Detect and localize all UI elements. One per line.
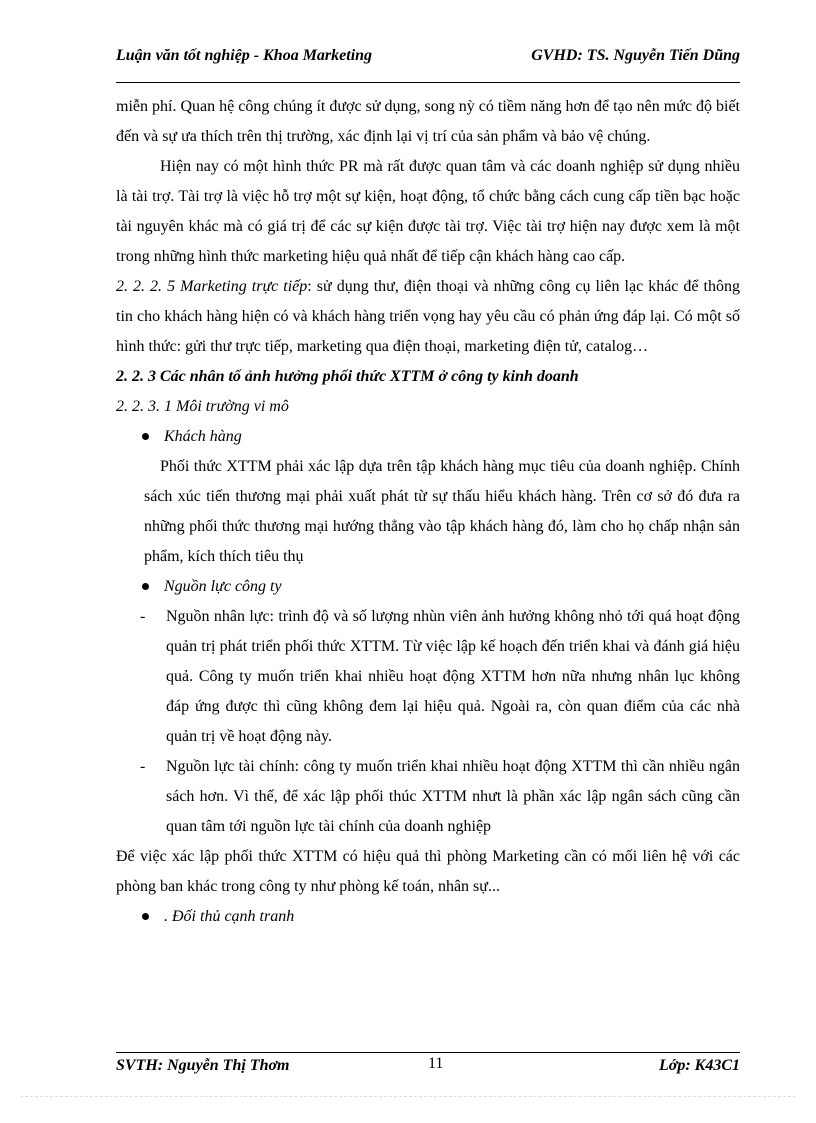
bullet-dot-icon bbox=[142, 583, 149, 590]
direct-marketing-text: : sử dụng thư, điện thoại và những công cụ liên lạc khác để thông tin cho khách hàng hiện có và khách hàng triển vọng hay yêu cầu có phản ứng đáp lại. Có một số hình thức: gửi thư trực tiếp, marketing qua điện thoại, marketing điện tử, catalog… bbox=[116, 278, 741, 355]
bullet-dot-icon bbox=[142, 913, 149, 920]
header-thesis-title: Luận văn tốt nghiệp - Khoa Marketing bbox=[116, 47, 373, 64]
bullet-dot-icon bbox=[142, 433, 149, 440]
bullet-competitors bbox=[116, 902, 740, 932]
header-divider bbox=[116, 82, 740, 83]
footer-divider bbox=[116, 1052, 740, 1053]
page-footer bbox=[116, 1055, 740, 1079]
bullet-label: . Đối thủ cạnh tranh bbox=[164, 908, 295, 925]
dash-item-financial-resources bbox=[116, 752, 740, 842]
paragraph-pr-continuation: miễn phí. Quan hệ công chúng ít được sử dụng, song nỳ có tiềm năng hơn để tạo nên mức độ biết đến và sự ưa thích trên thị trường, xác định lại vị trí của sản phẩm và bảo vệ chúng. bbox=[116, 98, 740, 145]
dash-item-text: Nguồn nhân lực: trình độ và số lượng nhùn viên ảnh hưởng không nhỏ tới quá hoạt động quản trị phát triển phối thức XTTM. Từ việc lập kế hoạch đến triển khai và đánh giá hiệu quả. Công ty muốn triển khai nhiều hoạt động XTTM hơn nữa nhưng nhân lục không đáp ứng được thì cũng không đem lại hiệu quả. Ngoài ra, còn quan điểm của các nhà quản trị về hoạt động này. bbox=[166, 608, 740, 745]
bullet-customers bbox=[116, 422, 740, 452]
footer-student: SVTH: Nguyễn Thị Thơm bbox=[116, 1057, 290, 1074]
dash-marker-icon: - bbox=[140, 758, 146, 775]
bullet-label: Khách hàng bbox=[164, 428, 242, 445]
dash-item-human-resources bbox=[116, 602, 740, 752]
footer-class: Lớp: K43C1 bbox=[658, 1057, 740, 1074]
bullet-label: Nguồn lực công ty bbox=[164, 578, 282, 595]
header-advisor: GVHD: TS. Nguyễn Tiến Dũng bbox=[531, 47, 740, 64]
paragraph-coordination: Để việc xác lập phối thức XTTM có hiệu quả thì phòng Marketing cần có mối liên hệ với các phòng ban khác trong công ty như phòng kế toán, nhân sự... bbox=[116, 848, 740, 895]
subsection-heading-2231: 2. 2. 3. 1 Môi trường vi mô bbox=[116, 398, 289, 415]
page-body bbox=[116, 92, 740, 932]
section-heading-223: 2. 2. 3 Các nhân tố ảnh hưởng phối thức XTTM ở công ty kinh doanh bbox=[116, 368, 579, 385]
paragraph-sponsorship: Hiện nay có một hình thức PR mà rất được quan tâm và các doanh nghiệp sử dụng nhiều là tài trợ. Tài trợ là việc hỗ trợ một sự kiện, hoạt động, tổ chức bằng cách cung cấp tiền bạc hoặc tài nguyên khác mà có giá trị để các sự kiện được tài trợ. Việc tài trợ hiện nay được xem là một trong những hình thức marketing hiệu quả nhất để tiếp cận khách hàng cao cấp. bbox=[116, 158, 740, 265]
dash-item-text: Nguồn lực tài chính: công ty muốn triển khai nhiều hoạt động XTTM thì cần nhiều ngân sách hơn. Vì thế, để xác lập phối thúc XTTM nhưt là phần xác lập ngân sách cũng cần quan tâm tới nguồn lực tài chính của doanh nghiệp bbox=[166, 758, 740, 835]
dash-marker-icon: - bbox=[140, 608, 146, 625]
page-bottom-edge bbox=[20, 1096, 796, 1097]
paragraph-customers: Phối thức XTTM phải xác lập dựa trên tập khách hàng mục tiêu của doanh nghiệp. Chính sách xúc tiến thương mại phải xuất phát từ sự thấu hiểu khách hàng. Trên cơ sở đó đưa ra những phối thức thương mại hướng thẳng vào tập khách hàng đó, làm cho họ chấp nhận sản phẩm, kích thích tiêu thụ bbox=[144, 458, 740, 565]
subsection-heading-2225: 2. 2. 2. 5 Marketing trực tiếp bbox=[116, 278, 308, 295]
paragraph-direct-marketing bbox=[116, 272, 740, 362]
bullet-company-resources bbox=[116, 572, 740, 602]
page-number: 11 bbox=[428, 1055, 444, 1072]
